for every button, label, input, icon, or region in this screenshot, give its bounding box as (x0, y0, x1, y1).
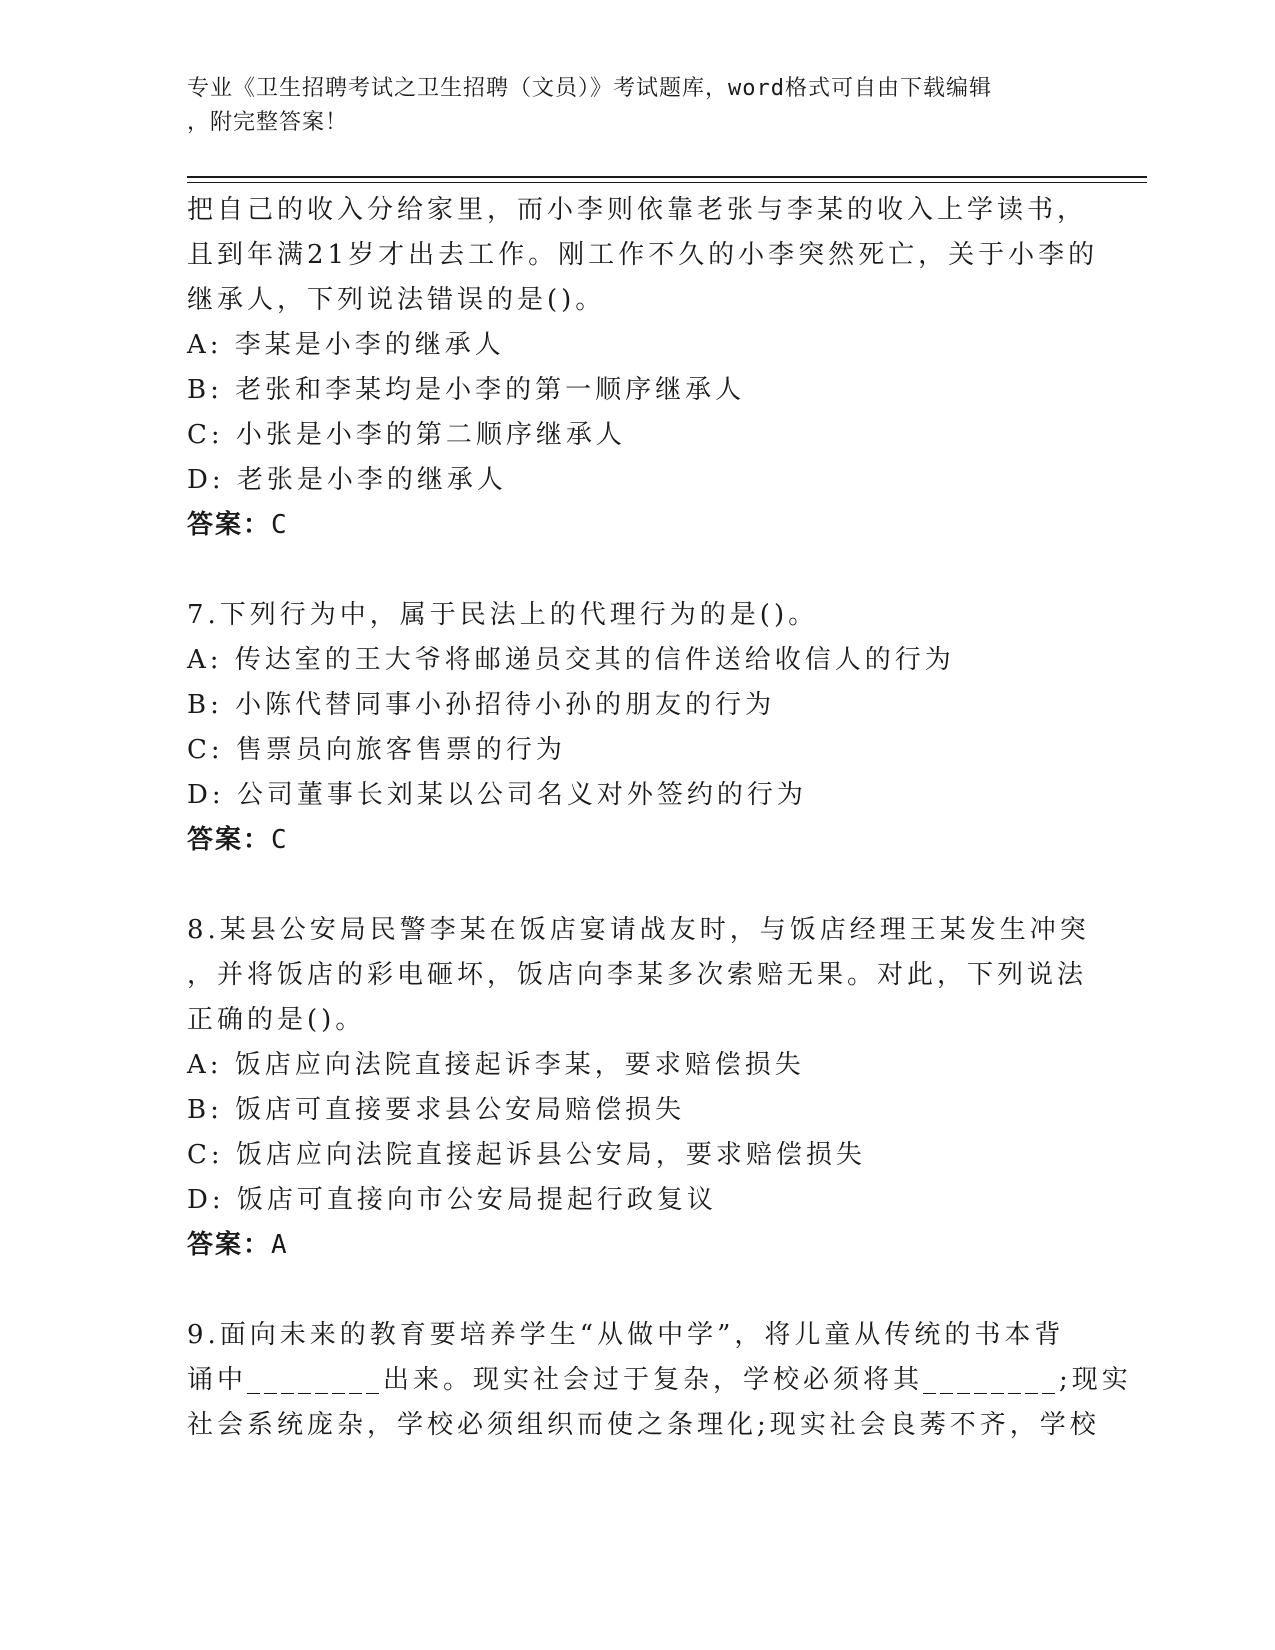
question-text-line: 正确的是()。 (187, 1005, 366, 1035)
answer-label: 答案： (187, 1230, 272, 1260)
question-text-line: 8.某县公安局民警李某在饭店宴请战友时，与饭店经理王某发生冲突 (187, 915, 1090, 945)
option-d: D: 老张是小李的继承人 (187, 465, 507, 495)
header-line-1: 专业《卫生招聘考试之卫生招聘（文员）》考试题库，word格式可自由下载编辑 (187, 76, 992, 101)
page-header (187, 72, 1067, 140)
option-a: A: 传达室的王大爷将邮递员交其的信件送给收信人的行为 (187, 645, 955, 675)
question-content (187, 188, 1132, 1448)
question-7 (187, 593, 1087, 863)
option-d: D: 饭店可直接向市公安局提起行政复议 (187, 1185, 717, 1215)
question-text-line: 7.下列行为中，属于民法上的代理行为的是()。 (187, 600, 819, 630)
option-a: A: 李某是小李的继承人 (187, 330, 505, 360)
spacer (187, 548, 1087, 593)
question-text-line: 社会系统庞杂，学校必须组织而使之条理化;现实社会良莠不齐，学校 (187, 1410, 1100, 1440)
option-c: C: 饭店应向法院直接起诉县公安局，要求赔偿损失 (187, 1140, 866, 1170)
spacer (187, 1268, 1087, 1313)
header-divider-thick (187, 176, 1147, 178)
answer-line (187, 818, 1087, 863)
answer-value: C (271, 510, 289, 540)
question-text-line: 诵中________出来。现实社会过于复杂，学校必须将其________;现实 (187, 1365, 1132, 1395)
question-text-line: 继承人，下列说法错误的是()。 (187, 285, 606, 315)
answer-value: C (271, 825, 289, 855)
answer-line (187, 1223, 1087, 1268)
answer-label: 答案： (187, 510, 272, 540)
option-c: C: 小张是小李的第二顺序继承人 (187, 420, 626, 450)
option-b: B: 饭店可直接要求县公安局赔偿损失 (187, 1095, 686, 1125)
question-text-line: 把自己的收入分给家里，而小李则依靠老张与李某的收入上学读书， (187, 195, 1088, 225)
question-6 (187, 188, 1099, 548)
header-line-2: ，附完整答案！ (187, 110, 349, 135)
question-9 (187, 1313, 1132, 1448)
question-text-line: 且到年满21岁才出去工作。刚工作不久的小李突然死亡，关于小李的 (187, 240, 1099, 270)
option-c: C: 售票员向旅客售票的行为 (187, 735, 566, 765)
option-b: B: 小陈代替同事小孙招待小孙的朋友的行为 (187, 690, 776, 720)
question-text-line: 9.面向未来的教育要培养学生“从做中学”，将儿童从传统的书本背 (187, 1320, 1065, 1350)
answer-value: A (271, 1230, 289, 1260)
question-text-line: ，并将饭店的彩电砸坏，饭店向李某多次索赔无果。对此，下列说法 (187, 960, 1088, 990)
header-divider-thin (187, 182, 1147, 183)
answer-line (187, 503, 1087, 548)
question-8 (187, 908, 1090, 1268)
option-a: A: 饭店应向法院直接起诉李某，要求赔偿损失 (187, 1050, 805, 1080)
answer-label: 答案： (187, 825, 272, 855)
spacer (187, 863, 1087, 908)
option-d: D: 公司董事长刘某以公司名义对外签约的行为 (187, 780, 807, 810)
option-b: B: 老张和李某均是小李的第一顺序继承人 (187, 375, 746, 405)
